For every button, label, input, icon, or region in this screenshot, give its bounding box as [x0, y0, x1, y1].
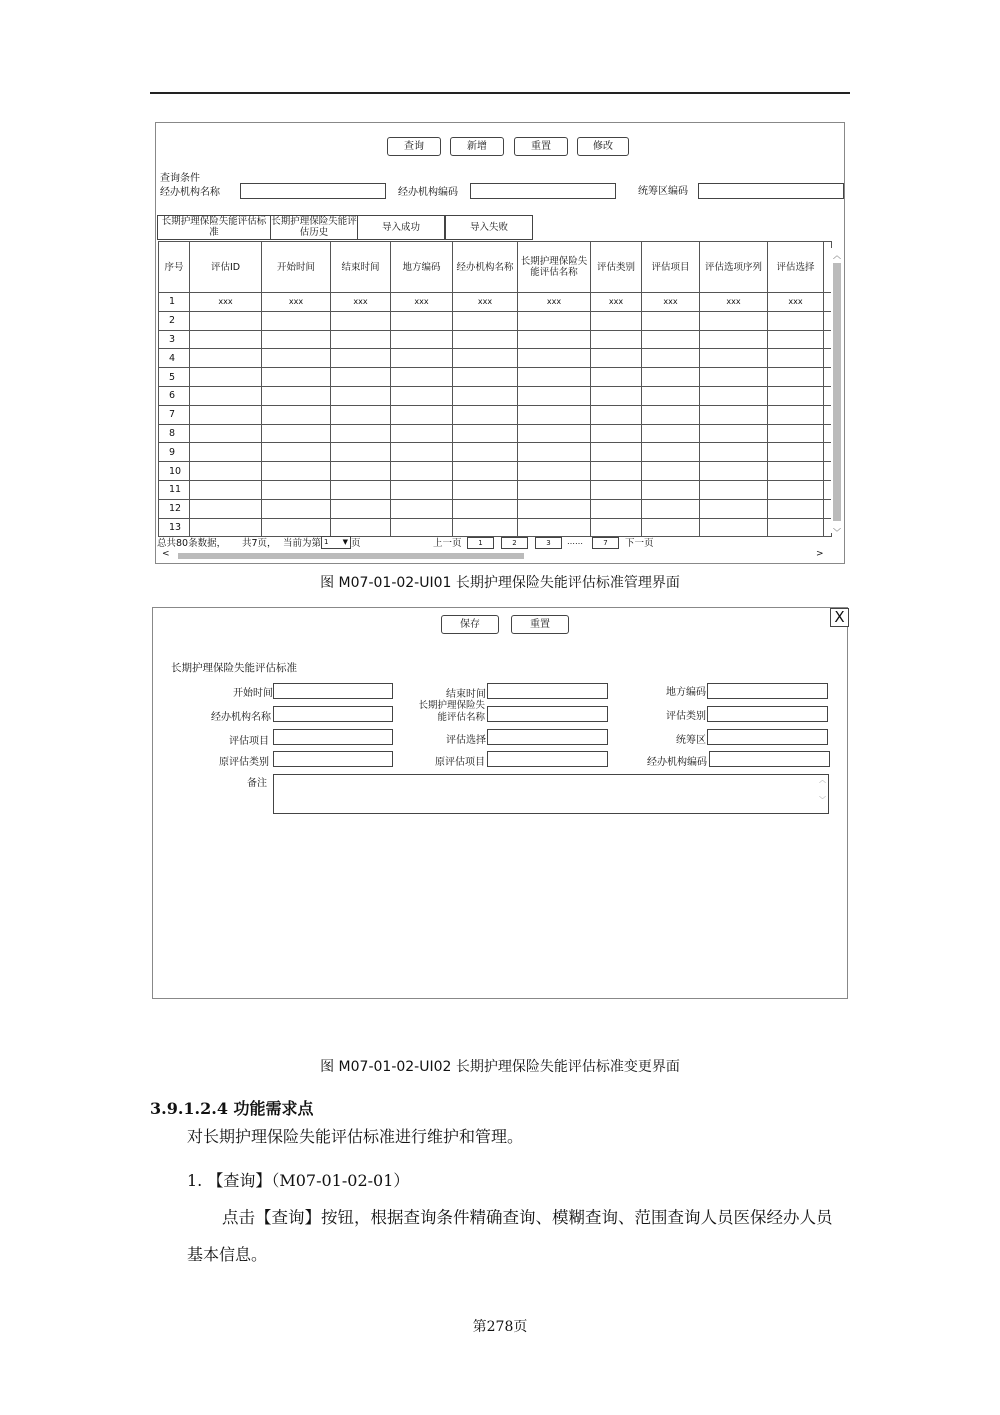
table-cell: [331, 405, 391, 424]
edit-button[interactable]: 修改: [577, 137, 629, 156]
scroll-down-icon[interactable]: ﹀: [833, 528, 841, 537]
agency-name-input[interactable]: [273, 706, 393, 722]
table-cell: [591, 405, 642, 424]
agency-name-label: 经办机构名称: [211, 712, 271, 723]
table-cell: [642, 462, 700, 481]
table-cell: [768, 480, 824, 499]
table-cell: [331, 311, 391, 330]
table-cell: [642, 368, 700, 387]
item-body-line2: 基本信息。: [187, 1245, 268, 1264]
row-number: 12: [159, 499, 190, 518]
tab-assessment-history[interactable]: 长期护理保险失能评估历史: [271, 216, 357, 238]
table-cell: [262, 330, 331, 349]
table-cell: [768, 330, 824, 349]
table-cell: [190, 386, 262, 405]
table-cell: xxx: [391, 293, 453, 312]
table-cell: [518, 368, 591, 387]
agency-code-input[interactable]: [709, 751, 830, 767]
scroll-left-icon[interactable]: <: [162, 549, 170, 559]
table-cell: [453, 330, 518, 349]
pool-area-code-input[interactable]: [698, 183, 844, 199]
table-cell: [642, 480, 700, 499]
table-cell: xxx: [768, 293, 824, 312]
table-cell: [391, 462, 453, 481]
table-cell: [591, 349, 642, 368]
management-screen: [155, 122, 845, 564]
table-cell: [262, 480, 331, 499]
end-time-label: 结束时间: [446, 689, 486, 700]
table-cell: [453, 518, 518, 537]
table-cell: [700, 330, 768, 349]
figure-caption-ui01: 图 M07-01-02-UI01 长期护理保险失能评估标准管理界面: [320, 575, 680, 591]
remark-label: 备注: [247, 778, 267, 789]
table-cell: [642, 386, 700, 405]
table-cell: [768, 443, 824, 462]
table-cell: [700, 462, 768, 481]
pool-area-label: 统筹区: [676, 735, 706, 746]
table-cell: [642, 330, 700, 349]
table-row[interactable]: [159, 405, 832, 424]
table-cell: [190, 405, 262, 424]
agency-name-input[interactable]: [240, 183, 386, 199]
agency-code-input[interactable]: [470, 183, 616, 199]
table-cell: xxx: [700, 293, 768, 312]
table-cell: [331, 330, 391, 349]
add-button[interactable]: 新增: [450, 137, 504, 156]
table-cell: [518, 349, 591, 368]
agency-name-label: 经办机构名称: [160, 187, 220, 198]
table-cell: [700, 349, 768, 368]
table-cell: [518, 462, 591, 481]
table-cell: [391, 499, 453, 518]
table-cell: [642, 349, 700, 368]
table-cell: [768, 424, 824, 443]
column-header[interactable]: 评估选项序列: [700, 242, 768, 293]
column-header[interactable]: 序号: [159, 242, 190, 293]
table-cell: [591, 499, 642, 518]
table-cell: [190, 462, 262, 481]
table-cell: [591, 480, 642, 499]
row-number: 13: [159, 518, 190, 537]
page-suffix: 页: [351, 538, 361, 549]
table-cell: [391, 330, 453, 349]
column-header[interactable]: 长期护理保险失能评估名称: [518, 242, 591, 293]
pool-area-input[interactable]: [707, 729, 828, 745]
tab-import-success[interactable]: 导入成功: [357, 215, 445, 240]
header-rule: [150, 92, 850, 94]
edit-dialog: [152, 607, 848, 999]
table-cell: [700, 518, 768, 537]
table-cell: [768, 386, 824, 405]
table-cell: [700, 386, 768, 405]
scroll-up-icon[interactable]: ︿: [833, 251, 841, 260]
row-number: 9: [159, 443, 190, 462]
row-number: 1: [159, 293, 190, 312]
figure-caption-ui02: 图 M07-01-02-UI02 长期护理保险失能评估标准变更界面: [320, 1059, 680, 1075]
table-cell: [262, 462, 331, 481]
remark-textarea[interactable]: [273, 774, 829, 814]
table-cell: [190, 424, 262, 443]
page-number: 第278页: [472, 1319, 528, 1335]
pool-area-code-label: 统筹区编码: [638, 186, 688, 197]
total-records: 总共80条数据，: [157, 538, 227, 549]
section-intro: 对长期护理保险失能评估标准进行维护和管理。: [187, 1127, 524, 1146]
assessment-choice-input[interactable]: [487, 729, 608, 745]
table-cell: [768, 462, 824, 481]
table-cell: [453, 499, 518, 518]
table-cell: [453, 349, 518, 368]
table-cell: [700, 480, 768, 499]
column-header[interactable]: 评估选择: [768, 242, 824, 293]
table-row[interactable]: [159, 480, 832, 499]
total-pages: 共7页，: [242, 538, 277, 549]
table-cell: [453, 311, 518, 330]
table-row[interactable]: [159, 311, 832, 330]
close-button[interactable]: X: [830, 608, 849, 627]
table-cell: xxx: [453, 293, 518, 312]
section-title: 长期护理保险失能评估标准: [171, 662, 297, 674]
table-cell: [591, 386, 642, 405]
page-ellipsis: ……: [567, 537, 583, 546]
table-cell: [642, 311, 700, 330]
table-cell: [768, 368, 824, 387]
local-code-input[interactable]: [707, 683, 828, 699]
table-cell: xxx: [642, 293, 700, 312]
table-cell: [518, 405, 591, 424]
column-header[interactable]: 地方编码: [391, 242, 453, 293]
query-conditions-title: 查询条件: [160, 173, 200, 184]
page-select-value: 1: [324, 538, 329, 546]
orig-category-input[interactable]: [273, 751, 393, 767]
table-cell: [642, 499, 700, 518]
table-row[interactable]: [159, 499, 832, 518]
assessment-choice-label: 评估选择: [446, 735, 486, 746]
table-cell: [331, 480, 391, 499]
orig-item-input[interactable]: [487, 751, 608, 767]
table-cell: [453, 443, 518, 462]
table-cell: [591, 462, 642, 481]
column-header[interactable]: 评估ID: [190, 242, 262, 293]
table-cell: [190, 443, 262, 462]
vertical-scroll-thumb[interactable]: [833, 263, 841, 521]
table-cell: [391, 480, 453, 499]
table-cell: [453, 480, 518, 499]
column-header[interactable]: 评估项目: [642, 242, 700, 293]
next-page-link[interactable]: 下一页: [625, 538, 654, 549]
assessment-item-input[interactable]: [273, 729, 393, 745]
tab-import-failure[interactable]: 导入失败: [445, 215, 533, 240]
table-cell: [262, 424, 331, 443]
scroll-right-icon[interactable]: >: [816, 549, 824, 559]
table-cell: [642, 443, 700, 462]
table-cell: [190, 499, 262, 518]
table-cell: [768, 405, 824, 424]
table-cell: [391, 405, 453, 424]
orig-item-label: 原评估项目: [435, 757, 485, 768]
scroll-down-icon[interactable]: ﹀: [819, 796, 826, 804]
table-cell: [453, 462, 518, 481]
query-button[interactable]: 查询: [387, 137, 441, 156]
table-cell: [331, 499, 391, 518]
assessment-name-input[interactable]: [487, 706, 608, 722]
column-header[interactable]: 结束时间: [331, 242, 391, 293]
start-time-input[interactable]: [273, 683, 393, 699]
table-cell: [331, 349, 391, 368]
table-cell: [331, 368, 391, 387]
assessment-item-label: 评估项目: [229, 736, 269, 747]
table-cell: [642, 405, 700, 424]
row-number: 6: [159, 386, 190, 405]
table-cell: [768, 499, 824, 518]
table-cell: [262, 443, 331, 462]
item-body-line1: 点击【查询】按钮，根据查询条件精确查询、模糊查询、范围查询人员医保经办人员: [222, 1208, 833, 1227]
chevron-down-icon: ▼: [342, 538, 348, 546]
scroll-up-icon[interactable]: ︿: [819, 776, 826, 784]
table-cell: [262, 499, 331, 518]
row-number: 11: [159, 480, 190, 499]
table-cell: [518, 480, 591, 499]
table-cell: [518, 499, 591, 518]
table-cell: [518, 443, 591, 462]
table-cell: [391, 311, 453, 330]
tab-assessment-standard[interactable]: 长期护理保险失能评估标准: [157, 215, 271, 240]
row-number: 8: [159, 424, 190, 443]
item-title: 1. 【查询】（M07-01-02-01）: [187, 1171, 410, 1190]
table-cell: [453, 386, 518, 405]
page-number-button[interactable]: 2: [501, 537, 528, 549]
table-cell: [391, 443, 453, 462]
table-row[interactable]: [159, 443, 832, 462]
table-cell: xxx: [591, 293, 642, 312]
table-cell: [518, 311, 591, 330]
table-cell: [190, 311, 262, 330]
assessment-name-label: 长期护理保险失能评估名称: [418, 700, 485, 723]
table-cell: [391, 424, 453, 443]
reset-button[interactable]: 重置: [514, 137, 568, 156]
start-time-label: 开始时间: [233, 688, 273, 699]
row-number: 5: [159, 368, 190, 387]
table-cell: [262, 368, 331, 387]
table-cell: [518, 386, 591, 405]
table-cell: [700, 311, 768, 330]
table-cell: [453, 424, 518, 443]
assessment-category-label: 评估类别: [666, 711, 706, 722]
table-cell: [518, 424, 591, 443]
save-button[interactable]: 保存: [441, 615, 499, 634]
table-cell: [190, 480, 262, 499]
table-cell: [262, 311, 331, 330]
results-table: [158, 241, 832, 537]
page-number-button[interactable]: 3: [535, 537, 562, 549]
table-cell: [591, 330, 642, 349]
table-cell: [190, 349, 262, 368]
table-cell: [331, 386, 391, 405]
section-heading: 3.9.1.2.4 功能需求点: [150, 1099, 314, 1118]
table-cell: [391, 386, 453, 405]
table-cell: [591, 311, 642, 330]
table-cell: [190, 330, 262, 349]
local-code-label: 地方编码: [666, 687, 706, 698]
table-cell: [518, 330, 591, 349]
current-page-label: 当前为第: [283, 538, 322, 549]
table-cell: [768, 311, 824, 330]
horizontal-scroll-thumb[interactable]: [178, 553, 524, 559]
table-cell: [331, 443, 391, 462]
row-number: 7: [159, 405, 190, 424]
assessment-category-input[interactable]: [707, 706, 828, 722]
orig-category-label: 原评估类别: [219, 757, 269, 768]
agency-code-label: 经办机构编码: [647, 757, 707, 768]
table-row[interactable]: [159, 386, 832, 405]
row-number: 4: [159, 349, 190, 368]
table-cell: [700, 499, 768, 518]
table-cell: [262, 386, 331, 405]
table-cell: xxx: [262, 293, 331, 312]
table-cell: [591, 368, 642, 387]
row-number: 3: [159, 330, 190, 349]
last-page-button[interactable]: 7: [592, 537, 619, 549]
table-cell: [591, 424, 642, 443]
column-header[interactable]: 经办机构名称: [453, 242, 518, 293]
prev-page-link[interactable]: 上一页: [433, 538, 462, 549]
page-select[interactable]: [321, 536, 351, 549]
table-cell: [700, 443, 768, 462]
table-cell: xxx: [331, 293, 391, 312]
agency-code-label: 经办机构编码: [398, 187, 458, 198]
row-number: 10: [159, 462, 190, 481]
table-row[interactable]: [159, 349, 832, 368]
page-number-button[interactable]: 1: [467, 537, 494, 549]
table-cell: [453, 368, 518, 387]
table-row[interactable]: [159, 293, 832, 312]
table-row[interactable]: [159, 368, 832, 387]
table-cell: [642, 424, 700, 443]
table-cell: [700, 368, 768, 387]
table-row[interactable]: [159, 424, 832, 443]
table-cell: [768, 349, 824, 368]
table-cell: xxx: [518, 293, 591, 312]
table-cell: [453, 405, 518, 424]
table-cell: [518, 518, 591, 537]
end-time-input[interactable]: [487, 683, 608, 699]
table-cell: [262, 349, 331, 368]
table-cell: [262, 405, 331, 424]
table-cell: [331, 462, 391, 481]
row-number: 2: [159, 311, 190, 330]
table-cell: [700, 405, 768, 424]
table-cell: [591, 443, 642, 462]
reset-button[interactable]: 重置: [511, 615, 569, 634]
table-cell: [331, 424, 391, 443]
column-header[interactable]: 评估类别: [591, 242, 642, 293]
table-row[interactable]: [159, 462, 832, 481]
table-row[interactable]: [159, 330, 832, 349]
table-cell: [190, 368, 262, 387]
table-cell: [391, 368, 453, 387]
table-cell: xxx: [190, 293, 262, 312]
table-cell: [391, 349, 453, 368]
table-cell: [768, 518, 824, 537]
column-header[interactable]: 开始时间: [262, 242, 331, 293]
table-cell: [700, 424, 768, 443]
